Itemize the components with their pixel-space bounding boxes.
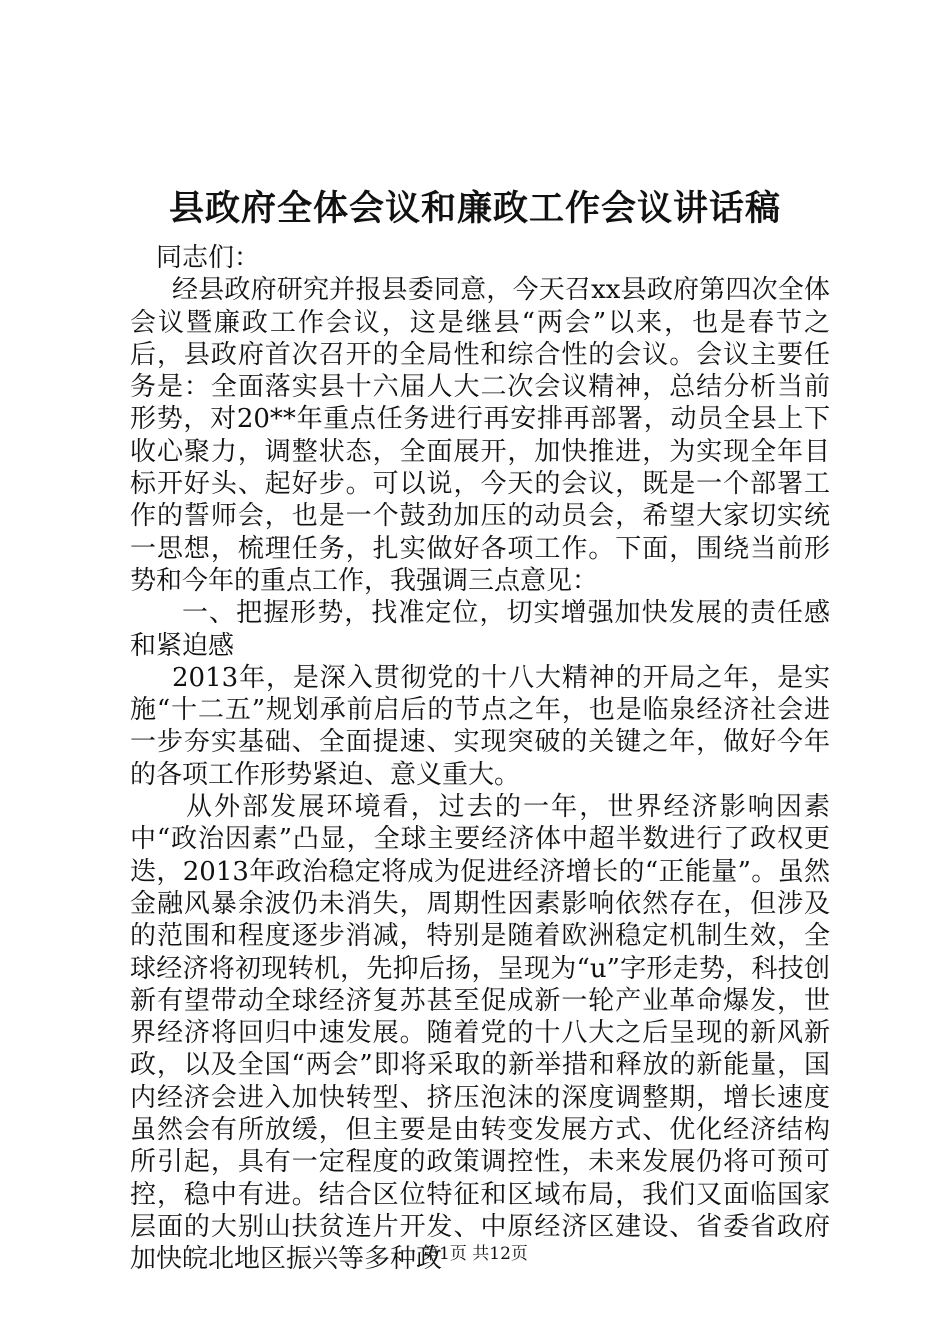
paragraph-external-environment: 从外部发展环境看，过去的一年，世界经济影响因素中“政治因素”凸显，全球主要经济体中超半数进行了政权更迭，2013年政治稳定将成为促进经济增长的“正能量”。虽然金融风暴余波仍未消失，周期性因素影响依然存在，但涉及的范围和程度逐步消减，特别是随着欧洲稳定机制生效，全球经济将初现转机，先抑后扬，呈现为“u”字形走势，科技创新有望带动全球经济复苏甚至促成新一轮产业革命爆发，世界经济将回归中速发展。随着党的十八大之后呈现的新风新政，以及全国“两会”即将采取的新举措和释放的新能量，国内经济会进入加快转型、挤压泡沫的深度调整期，增长速度虽然会有所放缓，但主要是由转变发展方式、优化经济结构所引起，具有一定程度的政策调控性，未来发展仍将可预可控，稳中有进。结合区位特征和区域布局，我们又面临国家层面的大别山扶贫连片开发、中原经济区建设、省委省政府加快皖北地区振兴等多种政 — [130, 792, 830, 1275]
paragraph-2013: 2013年，是深入贯彻党的十八大精神的开局之年，是实施“十二五”规划承前启后的节点之年，也是临泉经济社会进一步夯实基础、全面提速、实现突破的关键之年，做好今年的各项工作形势紧迫、意义重大。 — [130, 662, 830, 790]
page-number-footer: 第1页 共12页 — [422, 1244, 528, 1264]
document-title: 县政府全体会议和廉政工作会议讲话稿 — [168, 188, 781, 229]
salutation: 同志们： — [156, 243, 261, 273]
document-body — [130, 242, 830, 1276]
section-heading-1: 一、把握形势，找准定位，切实增强加快发展的责任感和紧迫感 — [130, 598, 830, 661]
paragraph-intro: 经县政府研究并报县委同意，今天召xx县政府第四次全体会议暨廉政工作会议，这是继县“两会”以来，也是春节之后，县政府首次召开的全局性和综合性的会议。会议主要任务是：全面落实县十六届人大二次会议精神，总结分析当前形势，对20**年重点任务进行再安排再部署，动员全县上下收心聚力，调整状态，全面展开，加快推进，为实现全年目标开好头、起好步。可以说，今天的会议，既是一个部署工作的誓师会，也是一个鼓劲加压的动员会，希望大家切实统一思想，梳理任务，扎实做好各项工作。下面，围绕当前形势和今年的重点工作，我强调三点意见： — [130, 275, 830, 596]
